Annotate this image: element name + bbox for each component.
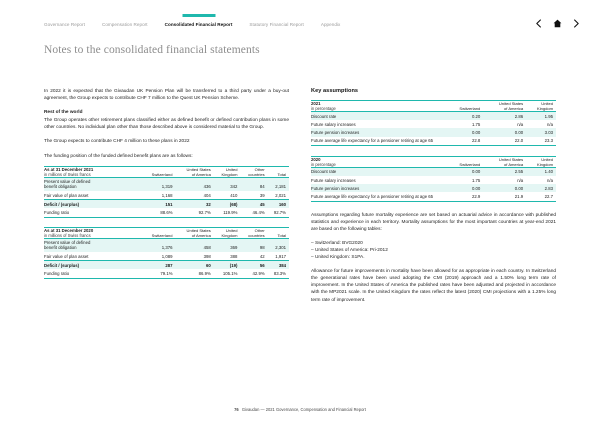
cell-value-4: 160 [268,200,289,209]
cell-value-2: n/a [547,121,553,127]
page-footer [0,407,600,412]
table-row [44,238,289,252]
cell-value-2: 1.40 [526,167,556,176]
paragraph-contribution-2022: The Group expects to contribute CHF 4 million to these plans in 2022 [44,139,190,145]
cell-value-4: 2,181 [268,177,289,191]
nav-item-3[interactable] [249,22,303,28]
cell-value-0: 1.75 [471,177,481,183]
table-header-row [311,101,556,112]
table-row [311,176,556,184]
cell-value-1: 22.0 [483,137,526,146]
cell-value-0: 0.00 [446,184,484,192]
top-navigation-bar [0,0,600,40]
row-label: Fair value of plan asset [44,192,89,198]
table-subtitle: in millions of Swiss francs [44,232,91,238]
cell-value-0: 151 [142,200,176,209]
paragraph-rest-of-world: The Group operates other retirement plans classified either as defined benefit or defined contribution plans in some other countries. No individual plan other than those described above is considered material to the Group. [44,118,289,131]
cell-value-0: 287 [142,261,176,270]
row-label: Discount rate [311,112,446,121]
table-row [311,184,556,192]
column-header-0: Switzerland [446,101,484,112]
table-title: As at 31 December 2020 [44,227,94,233]
footer-page-number: 76 [234,407,239,412]
row-label: Deficit / (surplus) [44,261,142,270]
row-label: Future pension increases [311,128,446,136]
cell-value-2: 105.1% [214,269,241,278]
right-column [311,88,556,311]
cell-value-2: n/a [547,177,553,183]
nav-item-label: Statutory Financial Report [249,22,304,27]
key-assumptions-table-2020 [311,156,556,202]
cell-value-1: 0.00 [483,184,526,192]
chevron-right-icon[interactable] [573,19,580,28]
funding-position-table-2020 [44,227,289,279]
table-row [311,120,556,128]
cell-value-0: 1.75 [471,121,481,127]
nav-item-list [44,22,340,28]
paragraph-mortality-improvements: Allowance for future improvements in mortality have been allowed for as appropriate in each country. In Switzerland the generational rates have been used adopting the CMI (2019) approach and a 1.50% long term rate of improvement. In the United States of America the published rates have been adjusted and projected in accordance with the MP2021 scale. In the United Kingdom the rates reflect the latest (2020) CMI projections with a 1.25% long term rate of improvement. [311,269,556,303]
column-header-3: Other countries [240,227,267,238]
row-label: Present value of defined benefit obligation [44,177,142,191]
row-label: Future salary increases [311,121,356,127]
table-row [311,137,556,146]
cell-value-1: 86.9% [176,269,214,278]
cell-value-1: 21.9 [483,192,526,201]
cell-value-3: 42 [259,253,265,259]
cell-value-3: 45 [240,200,267,209]
column-header-3: Other countries [240,166,267,177]
table-body [44,177,289,217]
cell-value-4: 384 [268,261,289,270]
cell-value-1: 0.00 [483,128,526,136]
row-label: Funding ratio [44,208,142,217]
cell-value-1: 60 [176,261,214,270]
table-header-row [44,227,289,238]
column-header-2: United Kingdom [526,156,556,167]
cell-value-2: (68) [214,200,241,209]
page-title: Notes to the consolidated financial statements [44,44,260,56]
column-header-1: United States of America [176,227,214,238]
active-tab-indicator [182,14,215,17]
cell-value-1: 92.7% [176,208,214,217]
column-header-0: Switzerland [142,227,176,238]
row-label: Deficit / (surplus) [44,200,142,209]
table-row [311,167,556,176]
column-header-2: United Kingdom [214,227,241,238]
cell-value-0: 22.8 [446,137,484,146]
paragraph-funding-position-intro: The funding position of the funded defined benefit plans are as follows: [44,153,193,159]
column-header-4: Total [268,166,289,177]
cell-value-4: 1,917 [275,253,286,259]
row-label: Fair value of plan asset [44,253,89,259]
nav-item-label: Appendix [320,22,341,27]
cell-value-3: 46.4% [240,208,267,217]
table-body [311,167,556,201]
table-row [44,191,289,200]
cell-value-0: 88.6% [142,208,176,217]
key-assumptions-table-2021 [311,100,556,146]
table-body [44,238,289,278]
cell-value-0: 1,089 [161,253,173,259]
column-header-1: United States of America [176,166,214,177]
column-header-2: United Kingdom [526,101,556,112]
cell-value-4: 2,021 [275,192,286,198]
cell-value-2: 23.3 [526,137,556,146]
cell-value-2: 388 [230,253,238,259]
cell-value-1: 2.55 [483,167,526,176]
nav-item-4[interactable] [321,22,341,28]
cell-value-2: 342 [214,177,241,191]
cell-value-4: 92.7% [268,208,289,217]
subheading-rest-of-world: Rest of the world [44,110,83,116]
list-item-uk-table: – United Kingdom: S1PA. [311,255,365,261]
cell-value-1: 2.86 [483,112,526,121]
cell-value-0: 1,319 [142,177,176,191]
cell-value-1: 436 [176,177,214,191]
section-title-key-assumptions: Key assumptions [311,88,359,94]
row-label: Future salary increases [311,177,356,183]
cell-value-4: 2,301 [268,238,289,252]
list-item-switzerland-table: – Switzerland: BVG2020 [311,240,363,246]
row-label: Discount rate [311,167,446,176]
cell-value-2: 410 [230,192,238,198]
table-row [44,269,289,278]
row-label: Funding ratio [44,269,142,278]
table-header-title-cell [311,156,446,167]
cell-value-2: 1.95 [526,112,556,121]
home-icon[interactable] [553,19,562,28]
row-label: Future pension increases [311,184,446,192]
table-title: As at 31 December 2021 [44,166,94,172]
cell-value-0: 0.20 [446,112,484,121]
left-column [44,88,289,288]
table-header-title-cell [311,101,446,112]
table-row [311,192,556,201]
row-label: Present value of defined benefit obligation [44,238,142,252]
column-header-2: United Kingdom [214,166,241,177]
table-subtitle: in millions of Swiss francs [44,171,91,177]
table-row [311,112,556,121]
column-header-1: United States of America [483,101,526,112]
nav-item-2[interactable] [165,22,233,28]
cell-value-3: 84 [240,177,267,191]
list-item-usa-table: – United States of America: Pri-2012 [311,248,388,253]
cell-value-2: (19) [214,261,241,270]
cell-value-1: 398 [203,253,211,259]
cell-value-2: 22.7 [526,192,556,201]
cell-value-1: 404 [203,192,211,198]
table-body [311,112,556,146]
nav-icon-group [535,19,580,28]
nav-item-0[interactable] [44,22,85,28]
table-row [44,252,289,261]
table-row [44,208,289,217]
table-header-title-cell [44,166,142,177]
paragraph-mortality-assumptions: Assumptions regarding future mortality experience are set based on actuarial advice in accordance with published statistics and experience in each territory. Mortality assumptions for the most important countries at year-end 2021 are based on the following tables: [311,212,556,232]
cell-value-0: 22.9 [446,192,484,201]
funding-position-table-2021 [44,166,289,218]
cell-value-1: 32 [176,200,214,209]
cell-value-0: 0.00 [446,167,484,176]
table-header-row [311,156,556,167]
cell-value-4: 83.3% [268,269,289,278]
row-label: Future average life expectancy for a pensioner retiring at age 65 [311,137,446,146]
nav-item-label: Compensation Report [101,22,148,27]
column-header-4: Total [268,227,289,238]
cell-value-1: n/a [517,121,524,127]
table-header-row [44,166,289,177]
paragraph-uk-pension-plan: In 2022 it is expected that the Givaudan UK Pension Plan will be transferred to a third party under a buy-out agreement, the Group expects to contribute CHF 7 million to the Quest UK Pension Scheme. [44,89,289,102]
chevron-left-icon[interactable] [535,19,542,28]
cell-value-0: 79.1% [142,269,176,278]
nav-item-label: Governance Report [44,22,85,27]
cell-value-0: 0.00 [446,128,484,136]
column-header-0: Switzerland [446,156,484,167]
cell-value-3: 98 [240,238,267,252]
column-header-0: Switzerland [142,166,176,177]
nav-item-label: Consolidated Financial Report [164,22,233,27]
table-row [44,177,289,191]
table-row [44,200,289,209]
cell-value-3: 56 [240,261,267,270]
cell-value-0: 1,376 [142,238,176,252]
cell-value-2: 3.03 [526,128,556,136]
column-header-1: United States of America [483,156,526,167]
table-subtitle: in percentage [311,161,336,167]
cell-value-2: 119.9% [214,208,241,217]
cell-value-0: 1,168 [161,192,173,198]
table-title: 2020 [311,156,321,162]
cell-value-2: 369 [214,238,241,252]
row-label: Future average life expectancy for a pensioner retiring at age 65 [311,192,446,201]
table-subtitle: in percentage [311,106,336,111]
cell-value-3: 42.9% [240,269,267,278]
table-title: 2021 [311,101,321,106]
cell-value-1: n/a [517,177,524,183]
nav-item-1[interactable] [102,22,148,28]
table-header-title-cell [44,227,142,238]
footer-text: Givaudan — 2021 Governance, Compensation and Financial Report [241,407,366,412]
cell-value-3: 39 [259,192,265,198]
table-row [311,128,556,136]
cell-value-2: 2.83 [526,184,556,192]
cell-value-1: 458 [176,238,214,252]
table-row [44,261,289,270]
